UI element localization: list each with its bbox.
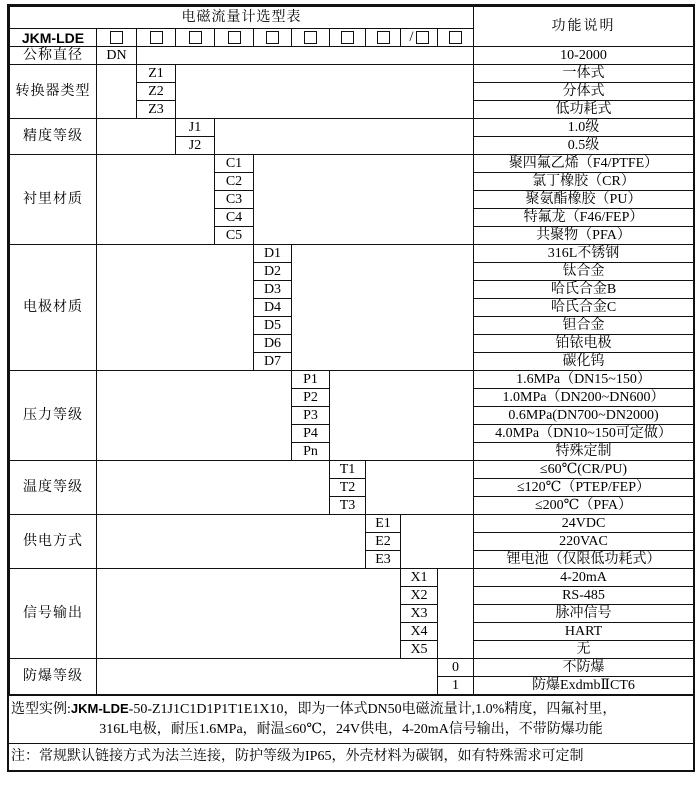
section-label-temperature-rating: 温度等级 [10,461,97,515]
spacer-cell [97,569,401,659]
section-label-liner-material: 衬里材质 [10,155,97,245]
code-cell: X4 [401,623,438,641]
description-cell: 碳化钨 [474,353,694,371]
description-cell: 低功耗式 [474,101,694,119]
checkbox-cell [438,29,474,47]
description-cell: HART [474,623,694,641]
description-cell: 无 [474,641,694,659]
code-cell: E1 [366,515,401,533]
spacer-cell [438,569,474,659]
checkbox-icon [449,31,462,44]
description-cell: 聚四氟乙烯（F4/PTFE） [474,155,694,173]
selection-example-code: -50-Z1J1C1D1P1T1E1X10，即为一体式DN50电磁流量计,1.0%精度，四氟衬里， [128,702,617,717]
description-cell: 钽合金 [474,317,694,335]
description-cell: 哈氏合金B [474,281,694,299]
selection-example-label: 选型实例: [11,702,71,717]
spacer-cell [97,659,438,695]
checkbox-icon [416,31,429,44]
code-cell: 1 [438,677,474,695]
description-cell: 不防爆 [474,659,694,677]
description-cell: 锂电池（仅限低功耗式） [474,551,694,569]
description-cell: 0.6MPa(DN700~DN2000) [474,407,694,425]
description-cell: 220VAC [474,533,694,551]
checkbox-icon [110,31,123,44]
description-cell: 4-20mA [474,569,694,587]
description-cell: 316L不锈钢 [474,245,694,263]
checkbox-cell [292,29,330,47]
spacer-cell [401,515,474,569]
checkbox-icon [150,31,163,44]
spacer-cell [97,245,254,371]
selection-example-model: JKM-LDE [70,701,129,716]
code-cell: P1 [292,371,330,389]
code-cell: T3 [330,497,366,515]
code-cell-dn: DN [97,47,137,65]
description-cell: ≤60℃(CR/PU) [474,461,694,479]
code-cell: P4 [292,425,330,443]
function-column-header: 功能说明 [474,7,694,47]
description-cell: 哈氏合金C [474,299,694,317]
description-cell: 1.6MPa（DN15~150） [474,371,694,389]
selection-example [9,695,693,743]
selection-example-line1 [11,699,691,720]
code-cell: J1 [176,119,215,137]
checkbox-cell [176,29,215,47]
description-cell: RS-485 [474,587,694,605]
description-cell: 共聚物（PFA） [474,227,694,245]
description-cell: 氯丁橡胶（CR） [474,173,694,191]
spacer-cell [215,119,474,155]
code-cell: E2 [366,533,401,551]
code-cell: D3 [254,281,292,299]
code-cell: C5 [215,227,254,245]
code-cell: E3 [366,551,401,569]
code-cell: C3 [215,191,254,209]
section-label-converter-type: 转换器类型 [10,65,97,119]
section-label-electrode-material: 电极材质 [10,245,97,371]
section-label-signal-output: 信号输出 [10,569,97,659]
description-cell: 防爆ExdmbⅡCT6 [474,677,694,695]
code-cell: Z3 [137,101,176,119]
code-cell: C4 [215,209,254,227]
spacer-cell [97,371,292,461]
checkbox-icon [377,31,390,44]
code-cell: X3 [401,605,438,623]
note-row: 注：常规默认链接方式为法兰连接，防护等级为IP65，外壳材料为碳钢，如有特殊需求可定制 [9,743,693,770]
checkbox-cell [137,29,176,47]
spacer-cell [137,47,474,65]
description-cell: 特殊定制 [474,443,694,461]
checkbox-cell [366,29,401,47]
code-cell: D5 [254,317,292,335]
section-label-nominal-diameter: 公称直径 [10,47,97,65]
description-cell: 10-2000 [474,47,694,65]
checkbox-icon [266,31,279,44]
code-cell: C2 [215,173,254,191]
checkbox-icon [228,31,241,44]
model-prefix: JKM-LDE [10,29,97,47]
code-cell: D4 [254,299,292,317]
selection-table-sheet [7,4,695,772]
description-cell: 分体式 [474,83,694,101]
description-cell: 脉冲信号 [474,605,694,623]
checkbox-cell [330,29,366,47]
spacer-cell [97,515,366,569]
code-cell: D2 [254,263,292,281]
code-cell: Pn [292,443,330,461]
description-cell: 铂铱电极 [474,335,694,353]
code-cell: X2 [401,587,438,605]
checkbox-cell [254,29,292,47]
spacer-cell [97,155,215,245]
spacer-cell [97,461,330,515]
description-cell: 特氟龙（F46/FEP） [474,209,694,227]
code-cell: J2 [176,137,215,155]
description-cell: ≤200℃（PFA） [474,497,694,515]
checkbox-icon [341,31,354,44]
code-cell: X1 [401,569,438,587]
spacer-cell [366,461,474,515]
description-cell: ≤120℃（PTEP/FEP） [474,479,694,497]
description-cell: 钛合金 [474,263,694,281]
checkbox-cell [215,29,254,47]
section-label-pressure-rating: 压力等级 [10,371,97,461]
code-cell: Z1 [137,65,176,83]
description-cell: 0.5级 [474,137,694,155]
section-label-power-supply: 供电方式 [10,515,97,569]
code-cell: D1 [254,245,292,263]
description-cell: 一体式 [474,65,694,83]
checkbox-cell [97,29,137,47]
slash-separator: / [409,29,414,45]
code-cell: X5 [401,641,438,659]
selection-table [9,6,694,695]
code-cell: P2 [292,389,330,407]
code-cell: 0 [438,659,474,677]
spacer-cell [254,155,474,245]
code-cell: Z2 [137,83,176,101]
description-cell: 4.0MPa（DN10~150可定做） [474,425,694,443]
code-cell: D7 [254,353,292,371]
code-cell: C1 [215,155,254,173]
selection-example-line2: 316L电极，耐压1.6MPa，耐温≤60℃，24V供电，4-20mA信号输出，不带防爆功能 [99,722,603,737]
description-cell: 24VDC [474,515,694,533]
description-cell: 1.0级 [474,119,694,137]
code-cell: T2 [330,479,366,497]
checkbox-cell-slash [401,29,438,47]
code-cell: D6 [254,335,292,353]
spacer-cell [292,245,474,371]
checkbox-icon [304,31,317,44]
spacer-cell [97,119,176,155]
table-title: 电磁流量计选型表 [10,7,474,29]
code-cell: T1 [330,461,366,479]
description-cell: 聚氨酯橡胶（PU） [474,191,694,209]
code-cell: P3 [292,407,330,425]
spacer-cell [176,65,474,119]
section-label-accuracy-class: 精度等级 [10,119,97,155]
checkbox-icon [189,31,202,44]
section-label-explosion-proof-rating: 防爆等级 [10,659,97,695]
spacer-cell [330,371,474,461]
description-cell: 1.0MPa（DN200~DN600） [474,389,694,407]
spacer-cell [97,65,137,119]
